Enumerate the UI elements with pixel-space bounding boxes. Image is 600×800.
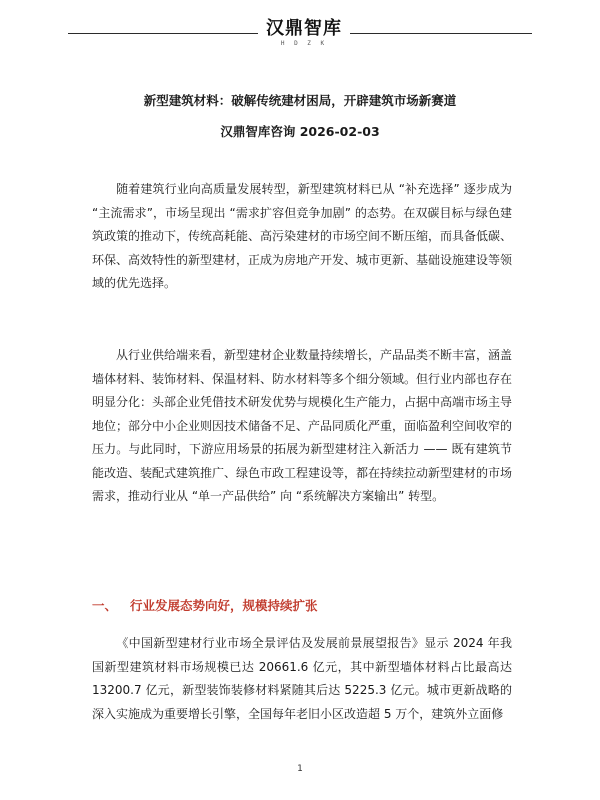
paragraph-market-size-text: 《中国新型建材行业市场全景评估及发展前景展望报告》显示 2024 年我国新型建筑材料市场规模已达 20661.6 亿元，其中新型墙体材料占比最高达 13200.7 亿元，新型装饰装修材料紧随其后达 5225.3 亿元。城市更新战略的深入实施成为重要增长引擎，全国每年老旧小区改造超 5 万个，建筑外立面修 [92,636,512,721]
paragraph-market-size [92,632,512,726]
logo [262,18,346,48]
header-rule-left [68,33,258,34]
page-number: 1 [297,764,303,774]
paragraph-supply [92,344,512,509]
paragraph-intro [92,178,512,296]
page-header [0,18,600,48]
section-title: 行业发展态势向好，规模持续扩张 [130,598,318,613]
paragraph-supply-text: 从行业供给端来看，新型建材企业数量持续增长，产品品类不断丰富，涵盖墙体材料、装饰材料、保温材料、防水材料等多个细分领域。但行业内部也存在明显分化：头部企业凭借技术研发优势与规模化生产能力，占据中高端市场主导地位；部分中小企业则因技术储备不足、产品同质化严重，面临盈利空间收窄的压力。与此同时，下游应用场景的拓展为新型建材注入新活力 —— 既有建筑节能改造、装配式建筑推广、绿色市政工程建设等，都在持续拉动新型建材的市场需求，推动行业从 “单一产品供给” 向 “系统解决方案输出” 转型。 [92,348,513,503]
section-number: 一、 [92,598,118,613]
section-heading [92,596,318,614]
article-byline: 汉鼎智库咨询 2026-02-03 [220,124,380,139]
paragraph-intro-text: 随着建筑行业向高质量发展转型，新型建筑材料已从 “补充选择” 逐步成为 “主流需求”，市场呈现出 “需求扩容但竞争加剧” 的态势。在双碳目标与绿色建筑政策的推动下，传统高耗能、高污染建材的市场空间不断压缩，而具备低碳、环保、高效特性的新型建材，正成为房地产开发、城市更新、基础设施建设等领域的优先选择。 [92,182,513,290]
logo-subtext: H D Z K [280,40,328,47]
logo-name: 汉鼎智库 [266,18,342,39]
header-rule-right [350,33,532,34]
article-title: 新型建筑材料：破解传统建材困局，开辟建筑市场新赛道 [143,93,457,108]
